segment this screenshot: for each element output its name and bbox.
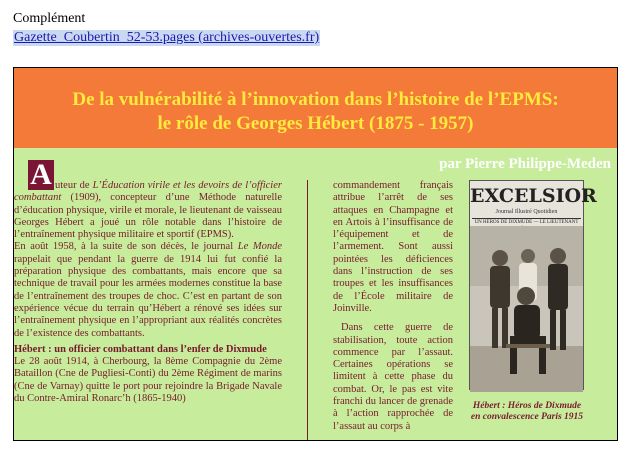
p2-rest: rappelait que pendant la guerre de 1914 lui fut confié la préparation physique des combattants, mais encore que sa technique de travail pour les armées modernes constitue la base de l’entraînement des troupes de choc. C’est en partant de son expérience vécue du terrain qu’Hébert a rénové ses idées sur l’entraînement physique en l’appropriant aux réalités concrètes de l’existence des combattants. (14, 253, 282, 339)
paragraph-3: Le 28 août 1914, à Cherbourg, la 8ème Compagnie du 2ème Bataillon (Cne de Pugliesi-Conti) du 2ème Régiment de marins (Cne de Varnay) quitte le port pour rejoindre la Brigade Navale du Contre-Amiral Ronarc’h (1865-1940) (14, 356, 282, 405)
p1-rest: (1909), concepteur d’une Méthode naturelle d’éducation physique, virile et morale, le lieutenant de vaisseau Georges Hébert a joué un rôle notable dans l’histoire de l’entraînement physique militaire et sportif (EPMS). (14, 192, 282, 241)
text-column-2 (333, 180, 453, 440)
newspaper-masthead: EXCELSIOR (470, 185, 597, 207)
title-line-1: De la vulnérabilité à l’innovation dans l’histoire de l’EPMS: (72, 89, 559, 110)
author-byline: par Pierre Philippe-Meden (439, 156, 611, 172)
paragraph-5: Dans cette guerre de stabilisation, toute action commence par l’assaut. Certaines opérations se limitent à cette phase du combat. Or, le pas est vite franchi du lancer de grenade à l’action rapprochée de l’assaut au corps à (333, 322, 453, 432)
p1-start: uteur de (55, 180, 93, 191)
photo-headline: UN HÉROS DE DIXMUDE — LE LIEUTENANT (472, 218, 581, 234)
paragraph-1 (14, 180, 282, 241)
section-heading: Hébert : un officier combattant dans l’enfer de Dixmude (14, 343, 267, 355)
book-title: L’Éducation virile et les devoirs de l’officier combattant (14, 180, 282, 204)
article-title (14, 88, 617, 136)
paragraph-4: commandement français attribue l’arrêt de ses attaques en Champagne et en Artois à l’insuffisance de l’équipement et de l’armement. Sont aussi pointées les déficiences dans l’instruction de ses troupes et les insuffisances de l’École militaire de Joinville. (333, 180, 453, 314)
paragraph-2 (14, 241, 282, 339)
column-divider (307, 180, 308, 440)
newspaper-name: Le Monde (237, 241, 282, 253)
p2-start: En août 1958, à la suite de son décès, le journal (14, 241, 238, 253)
gazette-link[interactable]: Gazette_Coubertin_52-53.pages (archives-ouvertes.fr) (14, 30, 320, 45)
excelsior-photo (469, 180, 597, 390)
title-banner (14, 68, 617, 148)
masthead-subtitle: Journal Illustré Quotidien (495, 209, 558, 215)
text-column-1 (14, 180, 282, 405)
drop-cap: A (28, 160, 54, 190)
photo-caption: Hébert : Héros de Dixmude en convalescence Paris 1915 (470, 401, 584, 422)
article-image (13, 67, 618, 441)
title-line-2: le rôle de Georges Hébert (1875 - 1957) (157, 113, 474, 134)
complement-label: Complément (13, 11, 86, 26)
soldiers-photo-illustration (470, 226, 583, 392)
